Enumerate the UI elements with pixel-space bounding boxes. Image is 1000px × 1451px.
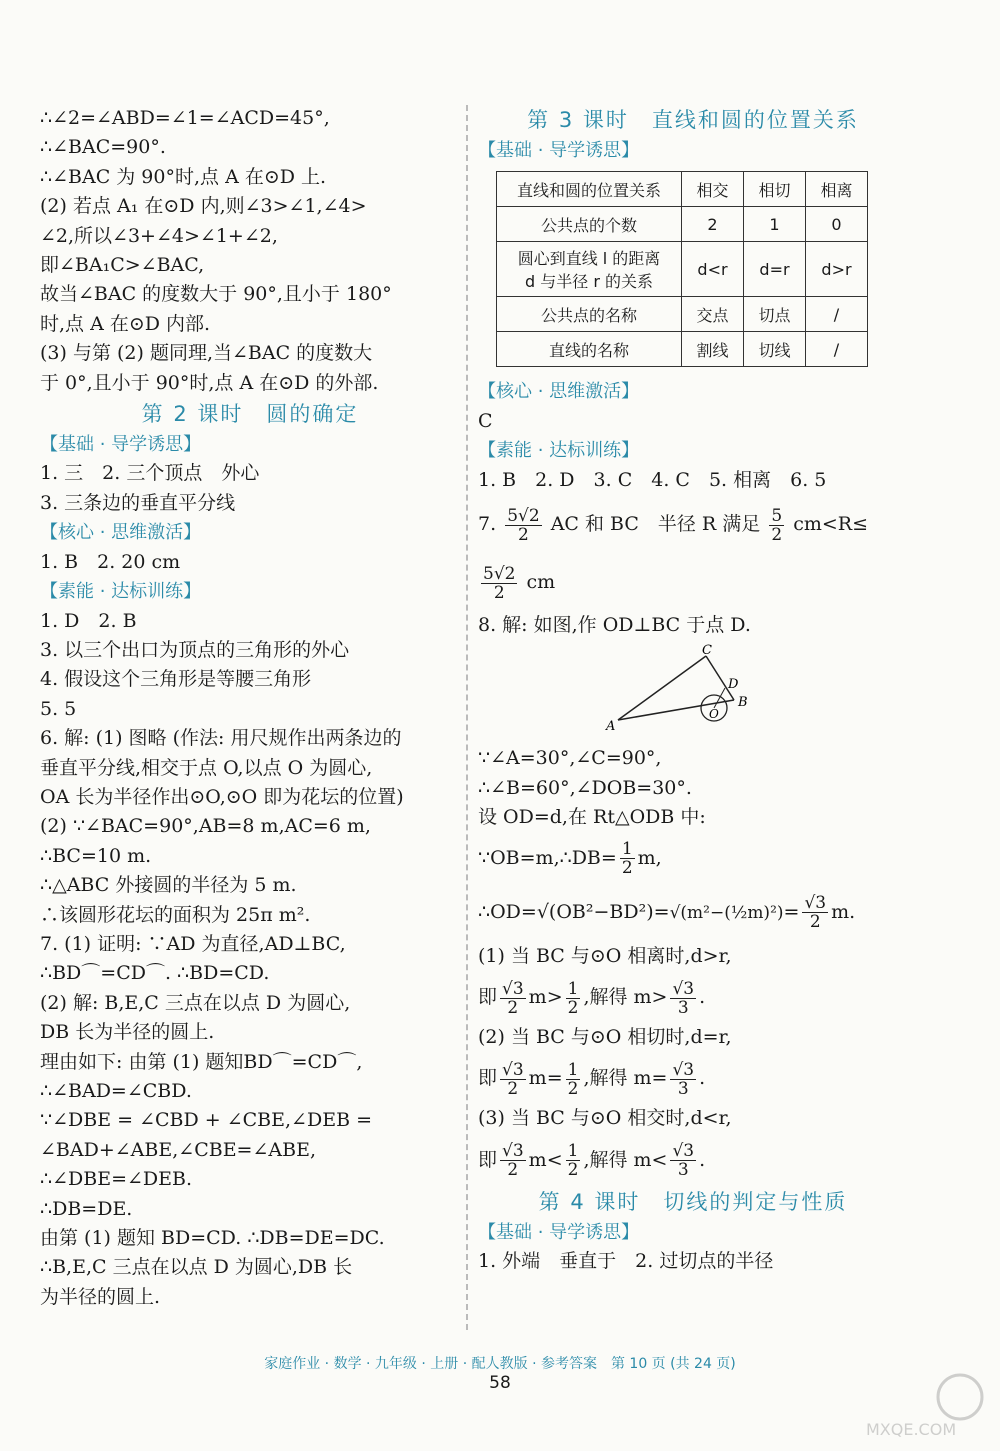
section-basic: 【基础 · 导学诱思】 — [478, 1221, 640, 1243]
table-cell: 1 — [744, 207, 806, 242]
table-row — [497, 332, 868, 367]
text-line: ∴∠2=∠ABD=∠1=∠ACD=45°, — [40, 107, 330, 129]
section-basic: 【基础 · 导学诱思】 — [478, 140, 640, 161]
table-cell: 切点 — [744, 297, 806, 332]
text-line: 1. 三 2. 三个顶点 外心 — [40, 462, 260, 485]
section-heading: 【核心 · 思维激活】 — [40, 522, 202, 544]
left-column — [40, 104, 460, 1312]
text-line: ∴DB=DE. — [40, 1197, 133, 1220]
text-line: (2) 若点 A₁ 在⊙D 内,则∠3>∠1,∠4> — [40, 195, 367, 218]
text-line: 3. 三条边的垂直平分线 — [40, 491, 236, 514]
text-line: ∴BC=10 m. — [40, 844, 152, 867]
text-line: OA 长为半径作出⊙O,⊙O 即为花坛的位置) — [40, 785, 404, 808]
text-line: 由第 (1) 题知 BD=CD. ∴DB=DE=DC. — [40, 1227, 385, 1250]
case-2-solve: 即 $\frac{√3}{2}$ m= $\frac{1}{2}$ ,解得 m= $\frac{√3}{3}$ . — [478, 1059, 706, 1099]
label-B: B — [738, 695, 748, 711]
text-line: ∴B,E,C 三点在以点 D 为圆心,DB 长 — [40, 1256, 353, 1279]
answer-line: 1. B 2. D 3. C 4. C 5. 相离 6. 5 — [478, 468, 827, 491]
lesson-2-title: 第 2 课时 圆的确定 — [141, 402, 359, 427]
table-cell: 直线的名称 — [497, 332, 682, 367]
section-core: 【核心 · 思维激活】 — [478, 381, 640, 403]
answer-line-7b — [478, 553, 908, 611]
text: AC 和 BC 半径 R 满足 — [550, 513, 761, 536]
text-line: ∴∠BAD=∠CBD. — [40, 1080, 192, 1102]
table-cell: 0 — [806, 207, 868, 242]
column-divider — [466, 105, 468, 1330]
solution-line: ∵OB=m,∴DB= $\frac{1}{2}$ m, — [478, 839, 662, 879]
text-line: (2) ∵∠BAC=90°,AB=8 m,AC=6 m, — [40, 815, 371, 838]
table-cell: 圆心到直线 l 的距离 d 与半径 r 的关系 — [497, 242, 682, 297]
text-line: DB 长为半径的圆上. — [40, 1021, 215, 1044]
case-1-solve: 即 $\frac{√3}{2}$ m> $\frac{1}{2}$ ,解得 m> $\frac{√3}{3}$ . — [478, 978, 706, 1018]
table-cell: 相交 — [682, 172, 744, 207]
text-line: ∴∠BAC=90°. — [40, 136, 166, 159]
text-line: 时,点 A 在⊙D 内部. — [40, 312, 211, 335]
text: cm<R≤ — [793, 513, 869, 536]
fraction: $\frac{5√2}{2}$ — [483, 563, 516, 603]
table-cell: 2 — [682, 207, 744, 242]
item-number: 7. — [478, 513, 497, 536]
solution-line: 设 OD=d,在 Rt△ODB 中: — [478, 806, 706, 829]
text-line: 故当∠BAC 的度数大于 90°,且小于 180° — [40, 283, 392, 306]
lesson-3-title: 第 3 课时 直线和圆的位置关系 — [527, 108, 859, 132]
table-row — [497, 242, 868, 297]
table-cell: 相离 — [806, 172, 868, 207]
answer-line: 1. 外端 垂直于 2. 过切点的半径 — [478, 1250, 774, 1273]
text-line: 为半径的圆上. — [40, 1285, 161, 1308]
text-line: 理由如下: 由第 (1) 题知BD⌒=CD⌒, — [40, 1050, 363, 1073]
text-line: ∴BD⌒=CD⌒. ∴BD=CD. — [40, 962, 270, 985]
table-cell: 相切 — [744, 172, 806, 207]
table-cell: 割线 — [682, 332, 744, 367]
table-row — [497, 207, 868, 242]
answer-line-8: 8. 解: 如图,作 OD⊥BC 于点 D. — [478, 614, 751, 637]
page-number: 58 — [489, 1373, 511, 1393]
fraction: $\frac{5}{2}$ — [771, 505, 783, 545]
text-line: ∴该圆形花坛的面积为 25π m². — [40, 903, 311, 926]
table-cell: 切线 — [744, 332, 806, 367]
text-line: ∴∠BAC 为 90°时,点 A 在⊙D 上. — [40, 165, 327, 188]
text-line: 于 0°,且小于 90°时,点 A 在⊙D 的外部. — [40, 371, 379, 394]
table-row — [497, 172, 868, 207]
case-2: (2) 当 BC 与⊙O 相切时,d=r, — [478, 1026, 732, 1049]
table-cell: 交点 — [682, 297, 744, 332]
triangle-figure — [598, 644, 768, 734]
text-line: 3. 以三个出口为顶点的三角形的外心 — [40, 638, 350, 661]
answer-line-7 — [478, 495, 908, 553]
fraction: $\frac{1}{2}$ — [621, 839, 633, 879]
text-line: 1. B 2. 20 cm — [40, 550, 181, 573]
lesson-4-title: 第 4 课时 切线的判定与性质 — [538, 1189, 848, 1214]
table-cell: 公共点的名称 — [497, 297, 682, 332]
text-line: ∴△ABC 外接圆的半径为 5 m. — [40, 874, 297, 897]
text-line: ∵∠DBE = ∠CBD + ∠CBE,∠DEB = — [40, 1109, 372, 1132]
text-line: (3) 与第 (2) 题同理,当∠BAC 的度数大 — [40, 342, 373, 365]
section-heading: 【基础 · 导学诱思】 — [40, 434, 202, 456]
position-relation-table — [496, 171, 868, 367]
fraction: $\frac{5√2}{2}$ — [507, 505, 540, 545]
table-cell: 直线和圆的位置关系 — [497, 172, 682, 207]
unit: cm — [526, 571, 556, 594]
page-footer: 家庭作业 · 数学 · 九年级 · 上册 · 配人教版 · 参考答案 第 10 页 (共 24 页) — [264, 1356, 736, 1372]
fraction: $\frac{√3}{2}$ — [804, 893, 827, 933]
right-column — [478, 104, 908, 1277]
section-training: 【素能 · 达标训练】 — [478, 440, 640, 462]
text-line: ∴∠DBE=∠DEB. — [40, 1168, 193, 1191]
text-line: (2) 解: B,E,C 三点在以点 D 为圆心, — [40, 991, 351, 1014]
watermark-logo — [860, 1371, 990, 1441]
table-cell: d=r — [744, 242, 806, 297]
text-line: 4. 假设这个三角形是等腰三角形 — [40, 668, 312, 691]
label-O: O — [709, 707, 719, 722]
text-line: ∠2,所以∠3+∠4>∠1+∠2, — [40, 224, 278, 247]
case-3-solve: 即 $\frac{√3}{2}$ m< $\frac{1}{2}$ ,解得 m< $\frac{√3}{3}$ . — [478, 1141, 706, 1181]
case-3: (3) 当 BC 与⊙O 相交时,d<r, — [478, 1107, 732, 1130]
answer-line: C — [478, 409, 493, 432]
table-cell: d>r — [806, 242, 868, 297]
text-line: 垂直平分线,相交于点 O,以点 O 为圆心, — [40, 756, 373, 779]
table-row — [497, 297, 868, 332]
text-line: 7. (1) 证明: ∵AD 为直径,AD⊥BC, — [40, 932, 346, 955]
table-cell: / — [806, 332, 868, 367]
solution-line: ∵∠A=30°,∠C=90°, — [478, 747, 662, 770]
text-line: 6. 解: (1) 图略 (作法: 用尺规作出两条边的 — [40, 727, 402, 750]
solution-line: ∴OD=√(OB²−BD²)=√(m²−(½m)²)= $\frac{√3}{2}$ m. — [478, 893, 856, 933]
case-1: (1) 当 BC 与⊙O 相离时,d>r, — [478, 944, 732, 967]
table-cell: / — [806, 297, 868, 332]
table-cell: 公共点的个数 — [497, 207, 682, 242]
table-cell: d<r — [682, 242, 744, 297]
label-D: D — [728, 677, 739, 693]
solution-line: ∴∠B=60°,∠DOB=30°. — [478, 776, 692, 799]
text-line: 5. 5 — [40, 697, 77, 720]
text-line: 即∠BA₁C>∠BAC, — [40, 254, 205, 277]
text-line: 1. D 2. B — [40, 609, 137, 632]
svg-text:MXQE.COM: MXQE.COM — [866, 1420, 957, 1439]
label-C: C — [702, 644, 712, 659]
text-line: ∠BAD+∠ABE,∠CBE=∠ABE, — [40, 1138, 316, 1161]
label-A: A — [606, 719, 616, 735]
section-heading: 【素能 · 达标训练】 — [40, 581, 202, 603]
